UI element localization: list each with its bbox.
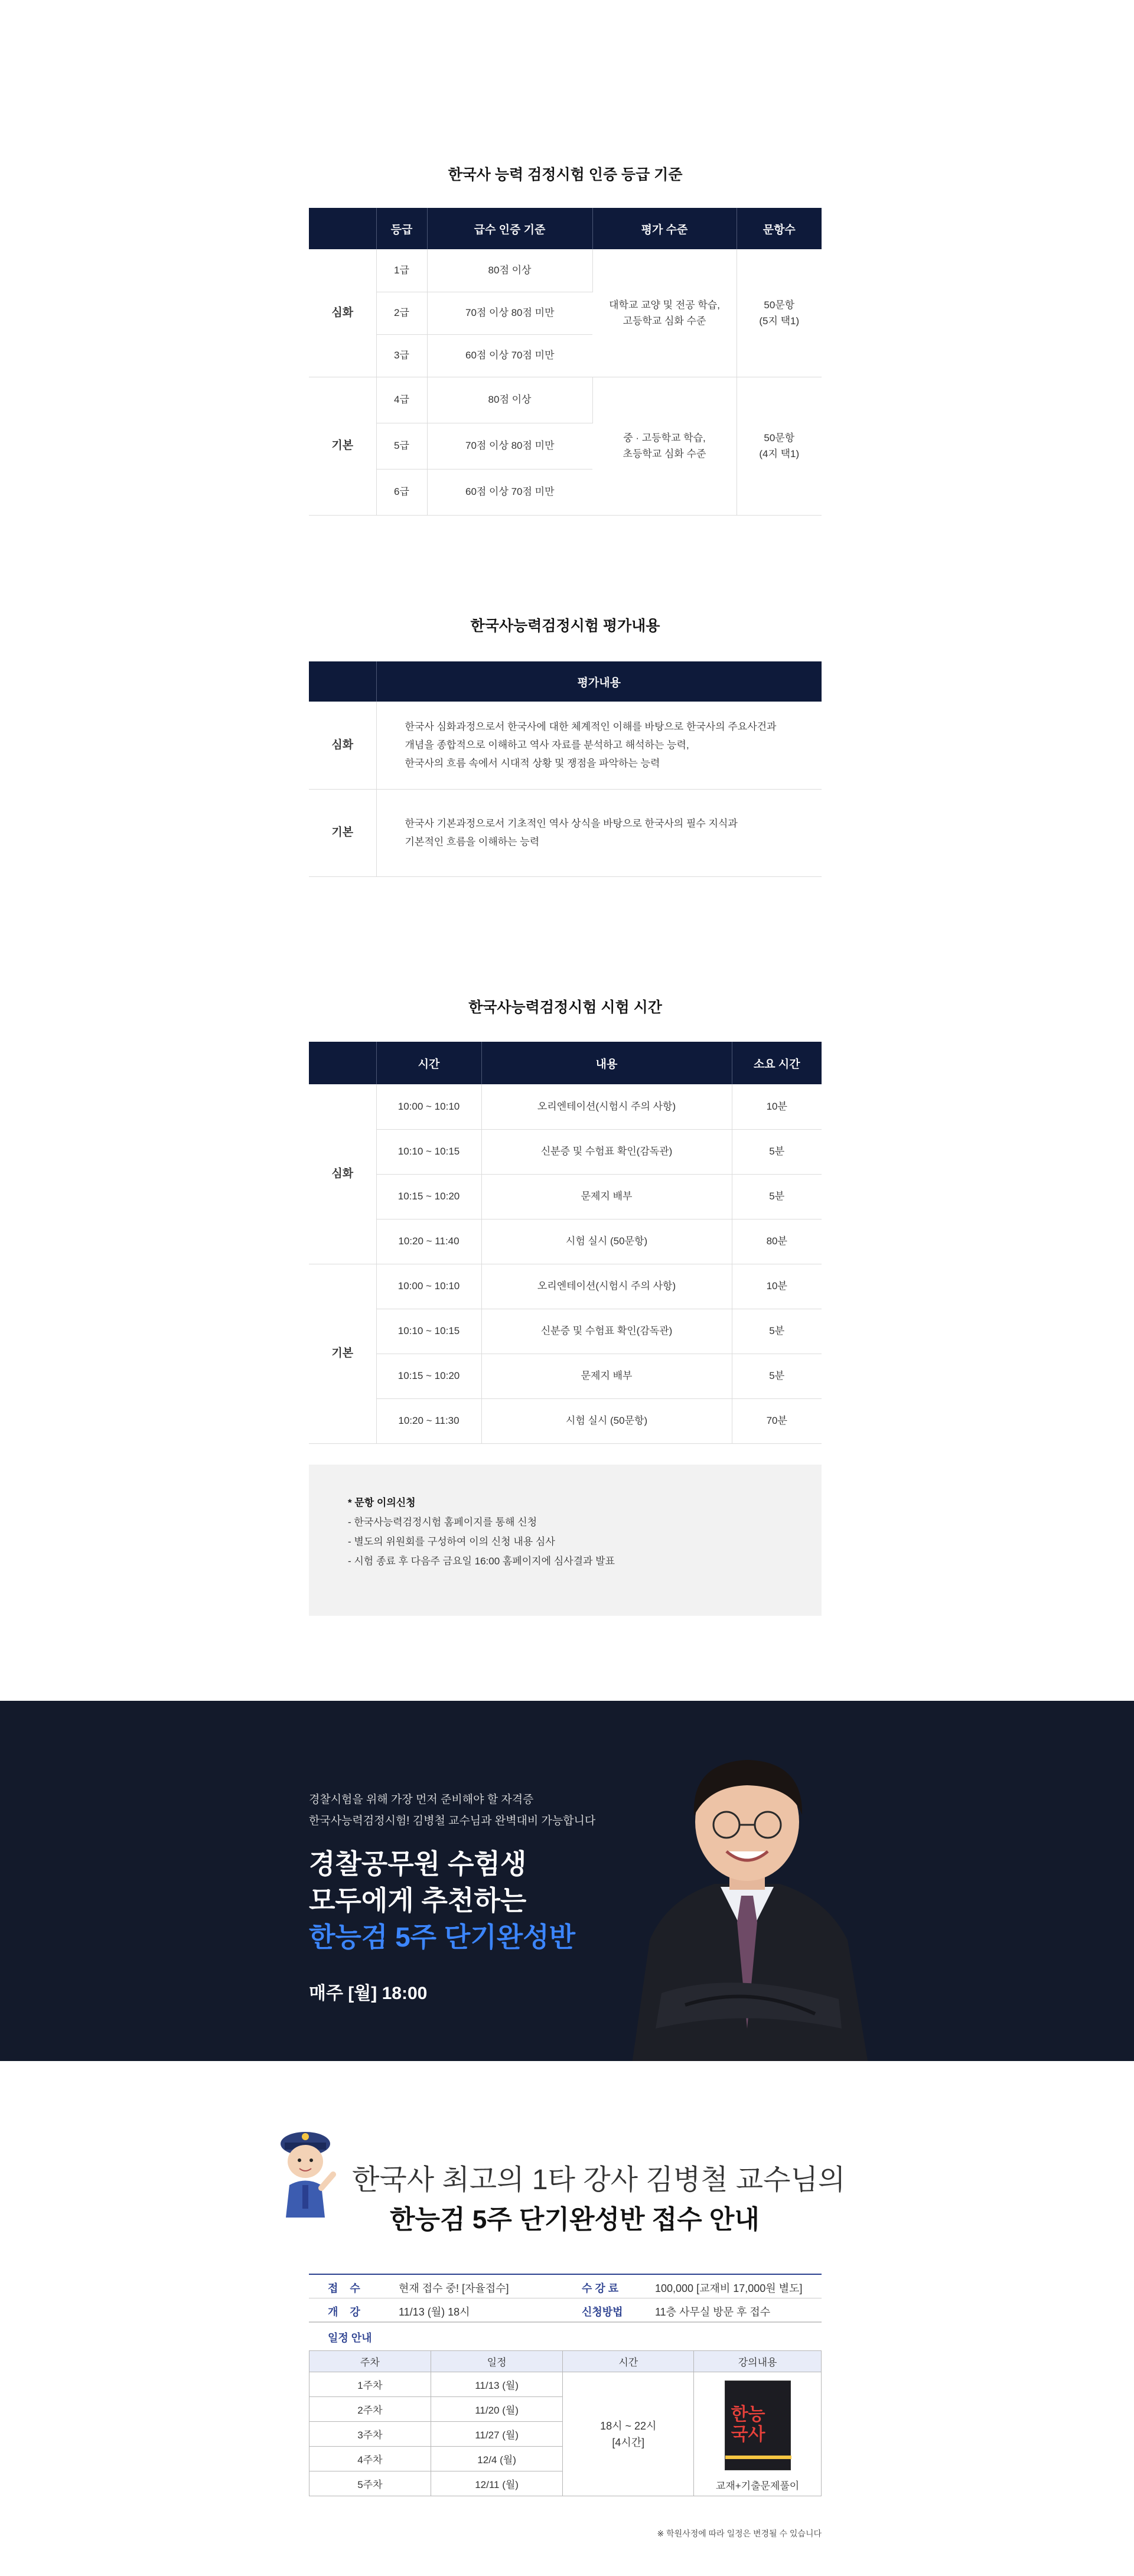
category-cell: 기본	[309, 1264, 376, 1443]
promo-banner	[0, 1701, 1134, 2061]
content-cell: 문제지 배부	[481, 1174, 732, 1219]
time-cell: 10:00 ~ 10:10	[376, 1264, 481, 1309]
duration-cell: 5분	[732, 1354, 822, 1398]
category-cell: 기본	[309, 377, 376, 515]
content-cell: 오리엔테이션(시험시 주의 사항)	[481, 1264, 732, 1309]
table-row	[309, 249, 822, 292]
info-label: 수 강 료	[582, 2282, 619, 2294]
banner-course-name: 한능검 5주 단기완성반	[309, 1922, 576, 1952]
duration-cell: 5분	[732, 1129, 822, 1174]
content-cell: 신분증 및 수험표 확인(감독관)	[481, 1309, 732, 1354]
week-cell: 2주차	[309, 2397, 431, 2422]
eval-header-blank	[309, 661, 376, 702]
grade-header-criteria: 급수 인증 기준	[427, 208, 592, 249]
criteria-cell: 60점 이상 70점 미만	[427, 334, 592, 377]
week-cell: 1주차	[309, 2372, 431, 2397]
banner-schedule: 매주 [월] 18:00	[309, 1984, 428, 2003]
table-row	[309, 377, 822, 423]
table-row	[309, 702, 822, 789]
category-cell: 심화	[309, 249, 376, 377]
appeal-line: - 시험 종료 후 다음주 금요일 16:00 홈페이지에 심사결과 발표	[348, 1556, 615, 1567]
duration-cell: 10분	[732, 1084, 822, 1129]
time-cell: 10:10 ~ 10:15	[376, 1129, 481, 1174]
table-row	[309, 1084, 822, 1129]
grade-header-level: 평가 수준	[592, 208, 737, 249]
duration-cell: 80분	[732, 1219, 822, 1264]
content-cell: 시험 실시 (50문항)	[481, 1219, 732, 1264]
category-cell: 기본	[309, 789, 376, 876]
info-row	[309, 2275, 822, 2298]
content-cell: 신분증 및 수험표 확인(감독관)	[481, 1129, 732, 1174]
time-header-time: 시간	[376, 1042, 481, 1084]
sched-header-date: 일정	[431, 2351, 563, 2372]
date-cell: 11/13 (월)	[431, 2372, 563, 2397]
level-cell: 대학교 교양 및 전공 학습, 고등학교 심화 수준	[592, 249, 737, 377]
criteria-cell: 60점 이상 70점 미만	[427, 469, 592, 515]
level-cell: 중 · 고등학교 학습, 초등학교 심화 수준	[592, 377, 737, 515]
date-cell: 12/11 (월)	[431, 2471, 563, 2496]
date-cell: 11/27 (월)	[431, 2422, 563, 2447]
table-row	[309, 1309, 822, 1354]
time-header-blank	[309, 1042, 376, 1084]
table-row	[309, 1129, 822, 1174]
info-value: 11층 사무실 방문 후 접수	[655, 2306, 771, 2318]
banner-subtext: 경찰시험을 위해 가장 먼저 준비해야 할 자격증 한국사능력검정시험! 김병철 교수님과 완벽대비 가능합니다	[309, 1794, 596, 1827]
grade-cell: 3급	[376, 334, 427, 377]
grade-cell: 2급	[376, 292, 427, 334]
content-cell: 오리엔테이션(시험시 주의 사항)	[481, 1084, 732, 1129]
questions-cell: 50문항 (4지 택1)	[737, 377, 822, 515]
criteria-cell: 80점 이상	[427, 377, 592, 423]
table-row	[309, 1174, 822, 1219]
course-content-cell	[694, 2372, 822, 2496]
time-cell: 18시 ~ 22시 [4시간]	[563, 2372, 694, 2496]
criteria-cell: 70점 이상 80점 미만	[427, 423, 592, 469]
info-row	[309, 2298, 822, 2322]
grade-cell: 1급	[376, 249, 427, 292]
questions-cell: 50문항 (5지 택1)	[737, 249, 822, 377]
appeal-line: - 한국사능력검정시험 홈페이지를 통해 신청	[348, 1517, 537, 1528]
time-table-title: 한국사능력검정시험 시험 시간	[468, 999, 662, 1016]
appeal-line: - 별도의 위원회를 구성하여 이의 신청 내용 심사	[348, 1536, 555, 1547]
appeal-note-box	[309, 1465, 822, 1616]
textbook-cover: 한능 국사	[725, 2381, 791, 2470]
eval-header-content: 평가내용	[376, 661, 822, 702]
time-cell: 10:15 ~ 10:20	[376, 1174, 481, 1219]
time-cell: 10:20 ~ 11:40	[376, 1219, 481, 1264]
textbook-label: 교재+기출문제풀이	[715, 2480, 800, 2492]
time-header-duration: 소요 시간	[732, 1042, 822, 1084]
table-row	[309, 1219, 822, 1264]
info-value: 11/13 (월) 18시	[399, 2306, 470, 2318]
week-cell: 4주차	[309, 2447, 431, 2471]
week-cell: 3주차	[309, 2422, 431, 2447]
duration-cell: 5분	[732, 1309, 822, 1354]
eval-content-cell: 한국사 기본과정으로서 기초적인 역사 상식을 바탕으로 한국사의 필수 지식과 기본적인 흐름을 이해하는 능력	[376, 789, 822, 876]
table-row	[309, 1398, 822, 1443]
table-row	[309, 2372, 822, 2397]
duration-cell: 70분	[732, 1398, 822, 1443]
week-cell: 5주차	[309, 2471, 431, 2496]
eval-table-title: 한국사능력검정시험 평가내용	[470, 618, 660, 634]
info-value: 현재 접수 중! [자율접수]	[399, 2282, 509, 2294]
duration-cell: 10분	[732, 1264, 822, 1309]
grade-cell: 6급	[376, 469, 427, 515]
table-row	[309, 1264, 822, 1309]
info-label: 접 수	[328, 2282, 360, 2294]
time-table	[309, 1042, 822, 1444]
schedule-change-note: ※ 학원사정에 따라 일정은 변경될 수 있습니다	[657, 2529, 822, 2538]
eval-table	[309, 661, 822, 877]
time-cell: 10:20 ~ 11:30	[376, 1398, 481, 1443]
grade-table	[309, 208, 822, 516]
signup-subheadline: 한능검 5주 단기완성반 접수 안내	[390, 2205, 760, 2234]
criteria-cell: 80점 이상	[427, 249, 592, 292]
sched-header-time: 시간	[563, 2351, 694, 2372]
grade-header-questions: 문항수	[737, 208, 822, 249]
content-cell: 문제지 배부	[481, 1354, 732, 1398]
criteria-cell: 70점 이상 80점 미만	[427, 292, 592, 334]
grade-cell: 4급	[376, 377, 427, 423]
police-mascot-icon	[273, 2120, 338, 2220]
banner-headline: 경찰공무원 수험생 모두에게 추천하는 한능검 5주 단기완성반	[309, 1845, 575, 1955]
grade-header-grade: 등급	[376, 208, 427, 249]
info-label: 개 강	[328, 2306, 360, 2318]
duration-cell: 5분	[732, 1174, 822, 1219]
date-cell: 11/20 (월)	[431, 2397, 563, 2422]
info-value: 100,000 [교재비 17,000원 별도]	[655, 2282, 803, 2294]
appeal-title: * 문항 이의신청	[348, 1497, 416, 1508]
grade-header-blank	[309, 208, 376, 249]
sched-header-week: 주차	[309, 2351, 431, 2372]
date-cell: 12/4 (월)	[431, 2447, 563, 2471]
time-cell: 10:15 ~ 10:20	[376, 1354, 481, 1398]
instructor-photo	[614, 1745, 880, 2061]
info-label: 신청방법	[582, 2306, 623, 2318]
eval-content-cell: 한국사 심화과정으로서 한국사에 대한 체계적인 이해를 바탕으로 한국사의 주요사건과 개념을 종합적으로 이해하고 역사 자료를 분석하고 해석하는 능력, 한국사의 흐름 속에서 시대적 상황 및 쟁점을 파악하는 능력	[376, 702, 822, 789]
time-cell: 10:10 ~ 10:15	[376, 1309, 481, 1354]
category-cell: 심화	[309, 702, 376, 789]
content-cell: 시험 실시 (50문항)	[481, 1398, 732, 1443]
table-row	[309, 1354, 822, 1398]
time-cell: 10:00 ~ 10:10	[376, 1084, 481, 1129]
schedule-table	[309, 2350, 822, 2496]
grade-table-title: 한국사 능력 검정시험 인증 등급 기준	[448, 167, 683, 183]
table-row	[309, 789, 822, 876]
category-cell: 심화	[309, 1084, 376, 1264]
schedule-label: 일정 안내	[328, 2332, 372, 2344]
time-header-content: 내용	[481, 1042, 732, 1084]
sched-header-content: 강의내용	[694, 2351, 822, 2372]
grade-cell: 5급	[376, 423, 427, 469]
signup-headline: 한국사 최고의 1타 강사 김병철 교수님의	[352, 2164, 846, 2196]
